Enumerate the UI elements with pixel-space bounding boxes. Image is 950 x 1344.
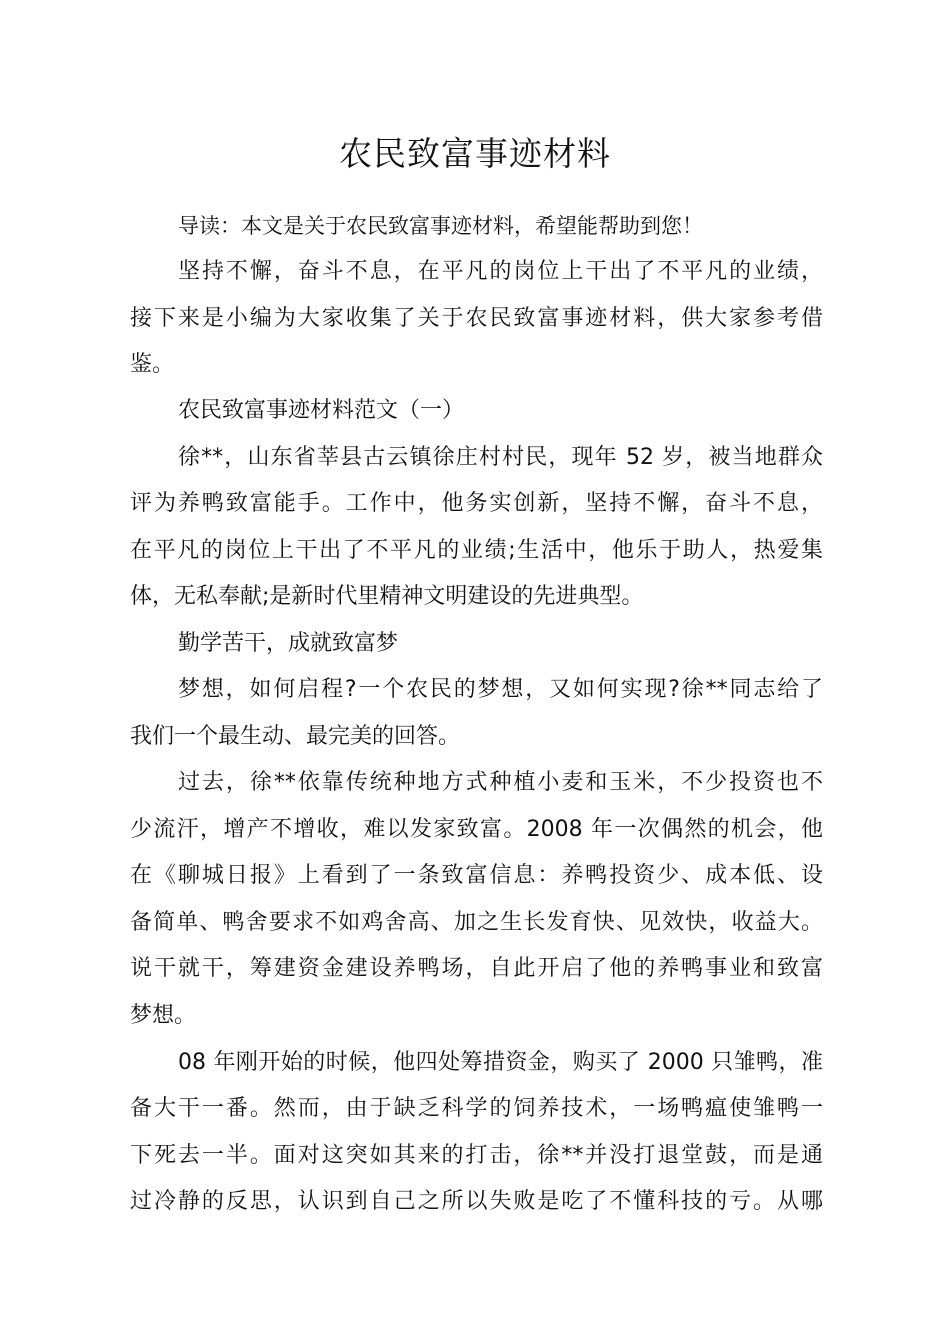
paragraph-line: 下死去一半。面对这突如其来的打击，徐**并没打退堂鼓，而是通 xyxy=(130,1143,823,1168)
paragraph-line: 在《聊城日报》上看到了一条致富信息：养鸭投资少、成本低、设 xyxy=(130,863,823,888)
paragraph-line: 体，无私奉献;是新时代里精神文明建设的先进典型。 xyxy=(130,584,644,609)
paragraph-line: 少流汗，增产不增收，难以发家致富。2008 年一次偶然的机会，他 xyxy=(130,817,823,842)
paragraph-line: 梦想，如何启程?一个农民的梦想，又如何实现?徐**同志给了 xyxy=(178,677,823,702)
document-title: 农民致富事迹材料 xyxy=(339,134,611,173)
paragraph-line: 接下来是小编为大家收集了关于农民致富事迹材料，供大家参考借 xyxy=(130,306,823,331)
paragraph-line: 我们一个最生动、最完美的回答。 xyxy=(130,724,461,749)
section-heading: 农民致富事迹材料范文（一） xyxy=(178,398,465,423)
paragraph-line: 梦想。 xyxy=(130,1003,197,1028)
paragraph-line: 说干就干，筹建资金建设养鸭场，自此开启了他的养鸭事业和致富 xyxy=(130,956,823,981)
paragraph-line: 备大干一番。然而，由于缺乏科学的饲养技术，一场鸭瘟使雏鸭一 xyxy=(130,1096,823,1121)
paragraph-line: 过去，徐**依靠传统种地方式种植小麦和玉米，不少投资也不 xyxy=(178,770,823,795)
paragraph-line: 08 年刚开始的时候，他四处筹措资金，购买了 2000 只雏鸭，准 xyxy=(178,1050,823,1075)
guide-line: 导读：本文是关于农民致富事迹材料，希望能帮助到您！ xyxy=(178,214,703,238)
paragraph-line: 徐**，山东省莘县古云镇徐庄村村民，现年 52 岁，被当地群众 xyxy=(178,445,823,470)
paragraph-line: 在平凡的岗位上干出了不平凡的业绩;生活中，他乐于助人，热爱集 xyxy=(130,538,823,563)
subheading: 勤学苦干，成就致富梦 xyxy=(178,631,399,656)
paragraph-line: 过冷静的反思，认识到自己之所以失败是吃了不懂科技的亏。从哪 xyxy=(130,1189,823,1214)
paragraph-line: 备简单、鸭舍要求不如鸡舍高、加之生长发育快、见效快，收益大。 xyxy=(130,910,823,935)
paragraph-line: 评为养鸭致富能手。工作中，他务实创新，坚持不懈，奋斗不息， xyxy=(130,491,823,516)
paragraph-line: 鉴。 xyxy=(130,352,175,377)
paragraph-line: 坚持不懈，奋斗不息，在平凡的岗位上干出了不平凡的业绩， xyxy=(178,259,823,284)
